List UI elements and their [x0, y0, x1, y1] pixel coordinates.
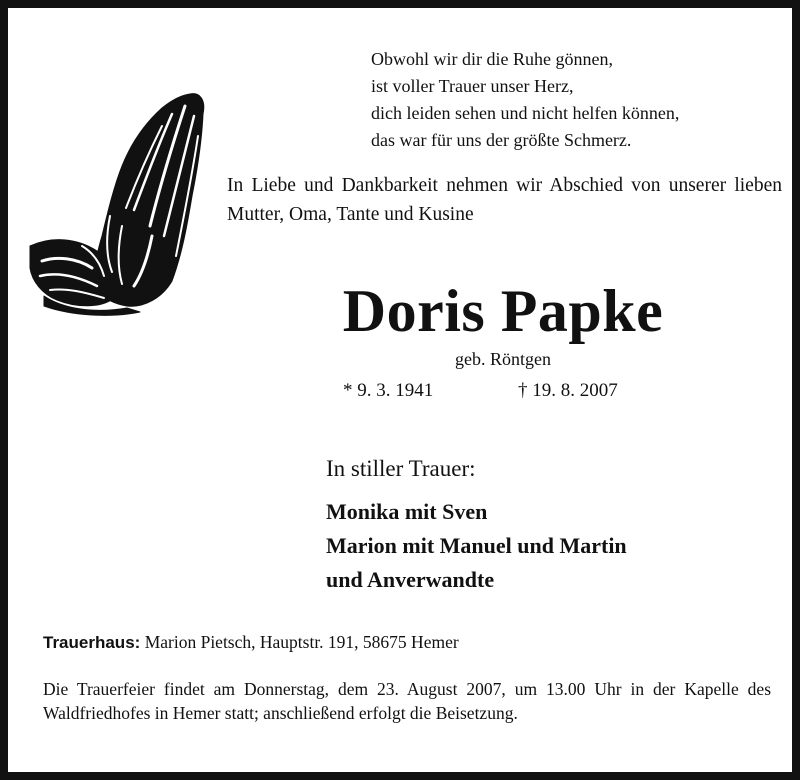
praying-hands-icon [22, 86, 217, 316]
mourners-list [326, 495, 627, 597]
mourner-line: Marion mit Manuel und Martin [326, 533, 627, 558]
maiden-name: geb. Röntgen [455, 349, 551, 369]
life-dates [343, 380, 673, 402]
poem [371, 46, 791, 154]
death-date: † 19. 8. 2007 [518, 380, 618, 401]
mourning-house [43, 630, 459, 655]
mourner-line: und Anverwandte [326, 567, 495, 592]
farewell-intro: In Liebe und Dankbarkeit nehmen wir Abschied von unserer lieben Mutter, Oma, Tante und Kusine [227, 175, 782, 225]
mourning-house-address: Marion Pietsch, Hauptstr. 191, 58675 Hemer [140, 632, 459, 652]
poem-line: Obwohl wir dir die Ruhe gönnen, [371, 49, 613, 69]
poem-line: das war für uns der größte Schmerz. [371, 130, 632, 150]
mourning-house-label: Trauerhaus: [43, 633, 141, 652]
poem-line: ist voller Trauer unser Herz, [371, 76, 574, 96]
deceased-name: Doris Papke [342, 278, 664, 344]
birth-date: * 9. 3. 1941 [343, 380, 434, 401]
mourning-heading: In stiller Trauer: [326, 456, 476, 481]
poem-line: dich leiden sehen und nicht helfen können, [371, 103, 680, 123]
mourner-line: Monika mit Sven [326, 499, 488, 524]
ceremony-info: Die Trauerfeier findet am Donnerstag, dem 23. August 2007, um 13.00 Uhr in der Kapelle des Waldfriedhofes in Hemer statt; anschließend erfolgt die Beisetzung. [43, 679, 771, 723]
